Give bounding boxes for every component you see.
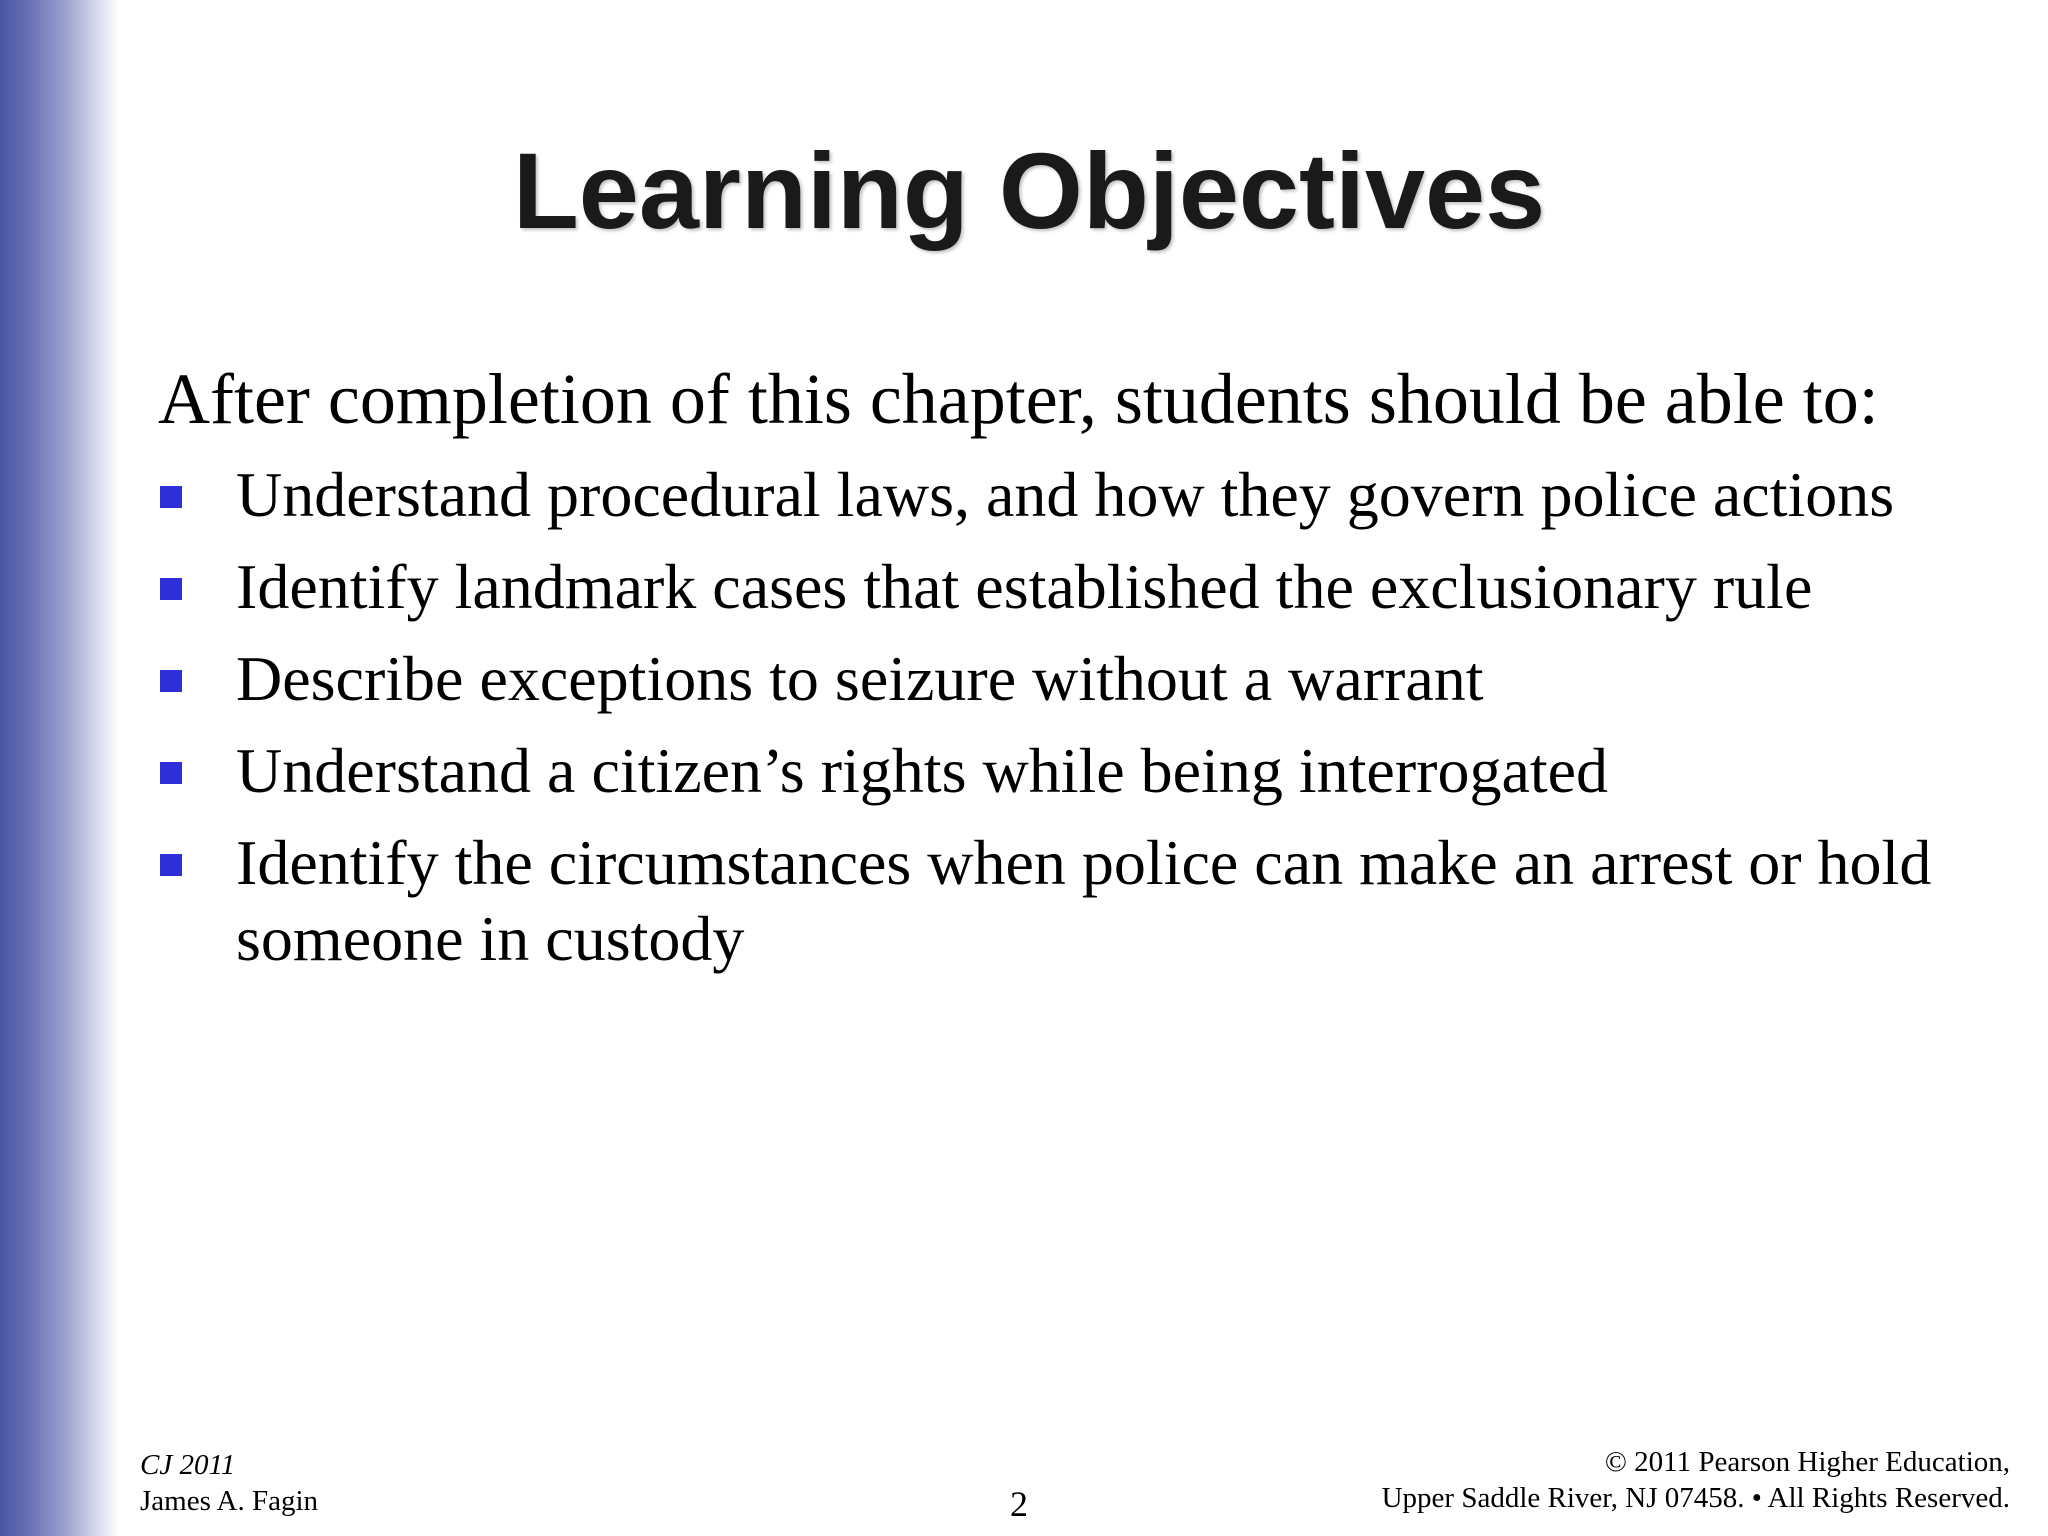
square-bullet-icon	[160, 854, 182, 876]
objectives-list	[158, 457, 1998, 977]
copyright-line-1: © 2011 Pearson Higher Education,	[1604, 1446, 2010, 1478]
list-item	[158, 457, 1998, 533]
copyright-line-2: Upper Saddle River, NJ 07458. • All Rights Reserved.	[1381, 1482, 2010, 1514]
list-item	[158, 641, 1998, 717]
page-number: 2	[1010, 1484, 1028, 1524]
list-item-text: Understand procedural laws, and how they govern police actions	[236, 459, 1895, 530]
list-item	[158, 733, 1998, 809]
title-container	[0, 128, 2048, 253]
square-bullet-icon	[160, 486, 182, 508]
square-bullet-icon	[160, 578, 182, 600]
square-bullet-icon	[160, 670, 182, 692]
course-label: CJ 2011	[140, 1449, 236, 1481]
copyright-notice	[1382, 1444, 2010, 1516]
list-item	[158, 549, 1998, 625]
list-item-text: Identify landmark cases that established the exclusionary rule	[236, 551, 1813, 622]
list-item-text: Describe exceptions to seizure without a warrant	[236, 643, 1484, 714]
list-item-text: Understand a citizen’s rights while being interrogated	[236, 735, 1609, 806]
list-item	[158, 825, 1998, 977]
square-bullet-icon	[160, 762, 182, 784]
intro-text: After completion of this chapter, students should be able to:	[158, 359, 1879, 439]
slide-title: Learning Objectives	[512, 130, 1546, 251]
author-name: James A. Fagin	[140, 1485, 319, 1517]
footer-left	[140, 1447, 318, 1519]
list-item-text: Identify the circumstances when police can make an arrest or hold someone in custody	[236, 827, 1932, 974]
slide-body	[158, 355, 1998, 993]
